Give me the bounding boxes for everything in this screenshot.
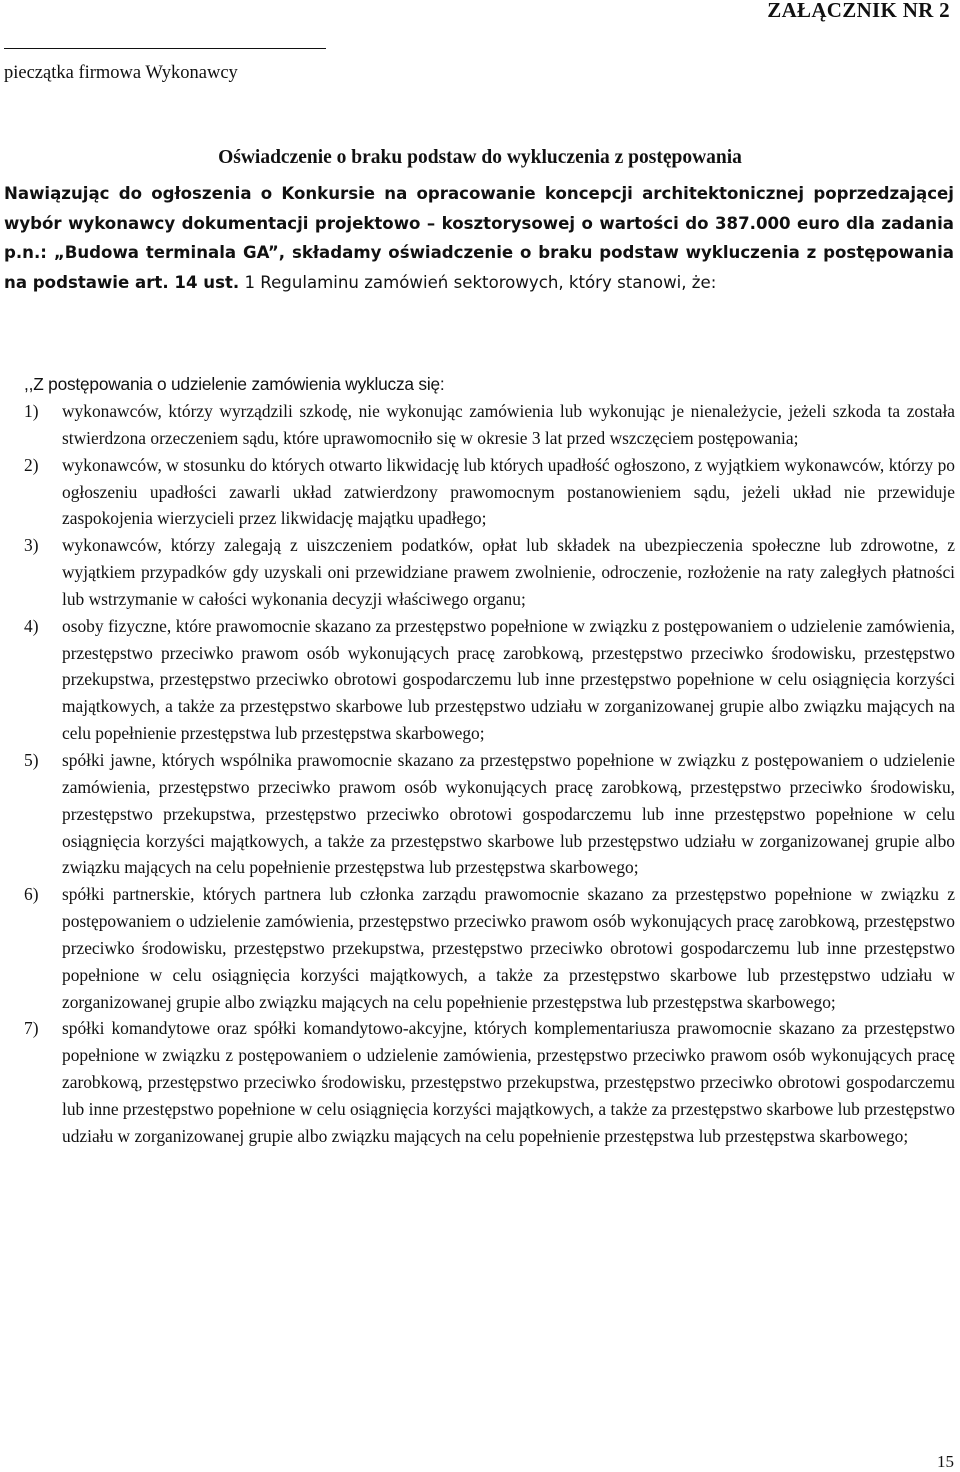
intro-part-3: 1 Regulaminu zamówień sektorowych, który stanowi, że:	[239, 272, 717, 292]
item-number: 7)	[24, 1018, 39, 1039]
item-number: 2)	[24, 454, 39, 475]
item-text: wykonawców, którzy zalegają z uiszczeniem podatków, opłat lub składek na ubezpieczenia społeczne lub zdrowotne, z wyjątkiem przypadków gdy uzyskali oni przewidziane prawem zwolnienie, odroczenie, rozłożenie na raty zaległych płatności lub wstrzymanie w całości wykonania decyzji właściwego organu;	[62, 535, 955, 609]
item-number: 3)	[24, 535, 39, 556]
list-item	[24, 881, 955, 1015]
exclusion-lead: ,,Z postępowania o udzielenie zamówienia wyklucza się:	[24, 374, 445, 394]
list-item	[24, 613, 955, 747]
intro-paragraph	[4, 179, 954, 297]
list-item	[24, 398, 955, 452]
annex-label: ZAŁĄCZNIK NR 2	[767, 0, 950, 22]
list-item	[24, 532, 955, 613]
item-text: wykonawców, w stosunku do których otwarto likwidację lub których upadłość ogłoszono, z wyjątkiem wykonawców, którzy po ogłoszeniu upadłości zawarli układ zatwierdzony prawomocnym postanowieniem sądu, jeżeli układ nie przewiduje zaspokojenia wierzycieli przez likwidację majątku upadłego;	[62, 454, 955, 529]
item-text: spółki komandytowe oraz spółki komandytowo-akcyjne, których komplementariusza prawomocnie skazano za przestępstwo popełnione w związku z postępowaniem o udzielenie zamówienia, przestępstwo przeciwko prawom osób wykonujących pracę zarobkową, przestępstwo przeciwko środowisku, przestępstwo przekupstwa, przestępstwo przeciwko obrotowi gospodarczemu lub inne przestępstwo popełnione w celu osiągnięcia korzyści majątkowych, a także za przestępstwo skarbowe lub przestępstwo udziału w zorganizowanej grupie albo związku mających na celu popełnienie przestępstwa lub przestępstwa skarbowego;	[62, 1018, 955, 1146]
list-item	[24, 1015, 955, 1149]
list-item	[24, 747, 955, 881]
intro-part-2: „Budowa terminala GA”, składamy oświadczenie o braku podstaw wykluczenia z postępowania na podstawie art. 14 ust.	[4, 243, 955, 292]
document-title: Oświadczenie o braku podstaw do wykluczenia z postępowania	[218, 147, 742, 168]
stamp-signature-line	[4, 48, 326, 49]
list-item	[24, 452, 955, 533]
page-number: 15	[937, 1452, 954, 1471]
item-text: spółki jawne, których wspólnika prawomocnie skazano za przestępstwo popełnione w związku z postępowaniem o udzielenie zamówienia, przestępstwo przeciwko prawom osób wykonujących pracę zarobkową, przestępstwo przeciwko środowisku, przestępstwo przekupstwa, przestępstwo przeciwko obrotowi gospodarczemu lub inne przestępstwo popełnione w celu osiągnięcia korzyści majątkowych, a także za przestępstwo skarbowe lub przestępstwo udziału w zorganizowanej grupie albo związku mających na celu popełnienie przestępstwa lub przestępstwa skarbowego;	[62, 749, 955, 878]
item-number: 6)	[24, 884, 39, 905]
exclusion-list	[24, 398, 955, 1150]
item-number: 4)	[24, 615, 39, 636]
item-text: spółki partnerskie, których partnera lub członka zarządu prawomocnie skazano za przestępstwo popełnione w związku z postępowaniem o udzielenie zamówienia, przestępstwo przeciwko prawom osób wykonujących pracę zarobkową, przestępstwo przeciwko środowisku, przestępstwo przekupstwa, przestępstwo przeciwko obrotowi gospodarczemu lub inne przestępstwo popełnione w celu osiągnięcia korzyści majątkowych, a także za przestępstwo skarbowe lub przestępstwo udziału w zorganizowanej grupie albo związku mających na celu popełnienie przestępstwa lub przestępstwa skarbowego;	[62, 884, 955, 1012]
stamp-label: pieczątka firmowa Wykonawcy	[4, 63, 238, 83]
item-number: 1)	[24, 401, 39, 421]
item-text: wykonawców, którzy wyrządzili szkodę, nie wykonując zamówienia lub wykonując je nienależycie, jeżeli szkoda ta została stwierdzona orzeczeniem sądu, które uprawomocniło się w okresie 3 lat przed wszczęciem postępowania;	[62, 401, 955, 448]
item-text: osoby fizyczne, które prawomocnie skazano za przestępstwo popełnione w związku z postępowaniem o udzielenie zamówienia, przestępstwo przeciwko prawom osób wykonujących pracę zarobkową, przestępstwo przeciwko środowisku, przestępstwo przekupstwa, przestępstwo przeciwko obrotowi gospodarczemu lub inne przestępstwo popełnione w celu osiągnięcia korzyści majątkowych, a także za przestępstwo skarbowe lub przestępstwo udziału w zorganizowanej grupie albo związku mających na celu popełnienie przestępstwa lub przestępstwa skarbowego;	[62, 615, 955, 744]
item-number: 5)	[24, 749, 39, 770]
intro-part-1: Nawiązując do ogłoszenia o Konkursie na opracowanie koncepcji architektonicznej poprzedzającej wybór wykonawcy dokumentacji projektowo – kosztorysowej o wartości do 387.000 euro dla zadania p.n.:	[4, 184, 954, 262]
